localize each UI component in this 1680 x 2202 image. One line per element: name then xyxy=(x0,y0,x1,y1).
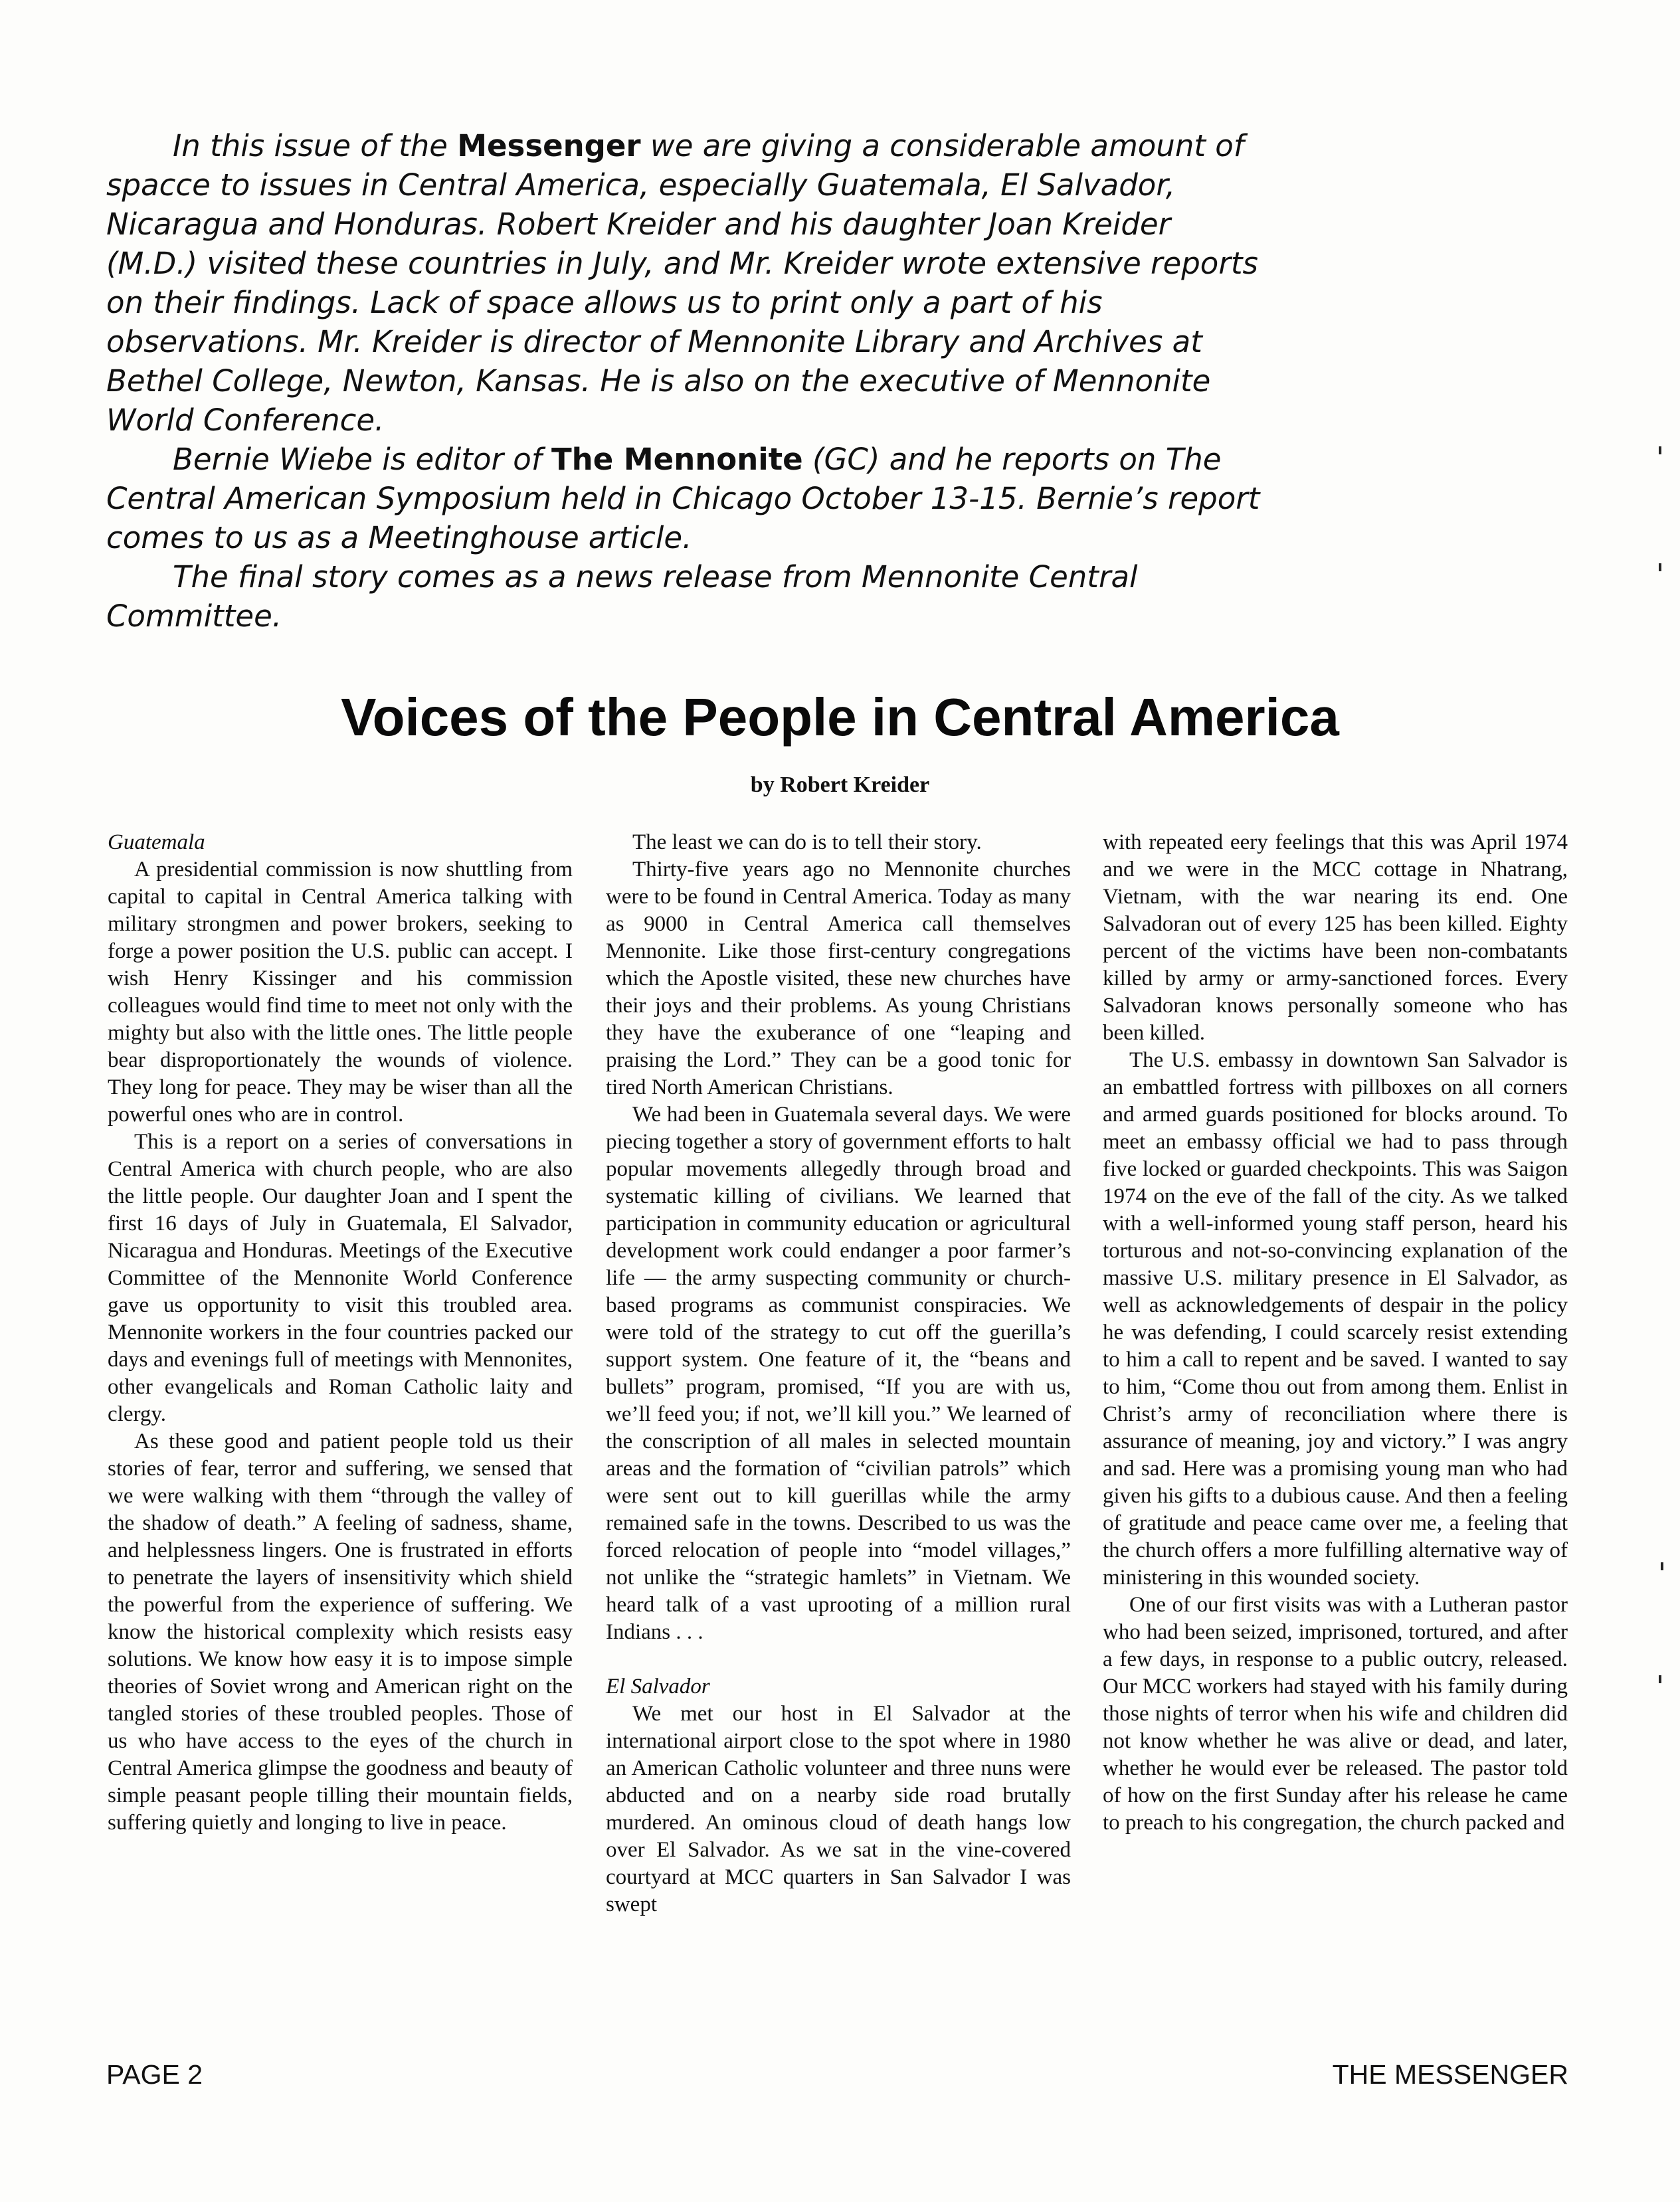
paragraph: As these good and patient people told us their stories of fear, terror and suffering, we sensed that we were walking with them “through the valley of the shadow of death.” A feeling of sadness, shame, and helplessness lingers. One is frustrated in efforts to penetrate the layers of insensitivity which shield the powerful from the experience of suffering. We know the historical complexity which resists easy solutions. We know how easy it is to impose simple theories of Soviet wrong and American right on the tangled stories of these troubled peoples. Those of us who have access to the eyes of the church in Central America glimpse the goodness and beauty of simple peasant people tilling their mountain fields, suffering quietly and longing to live in peace. xyxy=(108,1429,573,1835)
scan-speck xyxy=(1661,1562,1663,1570)
paragraph: One of our first visits was with a Lutheran pastor who had been seized, imprisoned, tortured, and after a few days, in response to a public outcry, released. Our MCC workers had stayed with his family during those nights of terror when his wife and children did not know whether he was alive or dead, and later, whether he would ever be released. The pastor told of how on the first Sunday after his release he came to preach to his congregation, the church packed and xyxy=(1103,1593,1568,1835)
article-column-2 xyxy=(606,829,1071,1918)
paragraph-continued: with repeated eery feelings that this was April 1974 and we were in the MCC cottage in Nhatrang, Vietnam, with the war nearing its end. One Salvadoran out of every 125 has been killed. Eighty percent of the victims have been non-combatants killed by army or army-sanctioned forces. Every Salvadoran knows personally someone who has been killed. xyxy=(1103,830,1568,1045)
article-byline: by Robert Kreider xyxy=(750,773,930,797)
paragraph: We met our host in El Salvador at the international airport close to the spot where in 1980 an American Catholic volunteer and three nuns were abducted and on a nearby side road brutally murdered. An ominous cloud of death hangs low over El Salvador. As we sat in the vine-covered courtyard at MCC quarters in San Salvador I was swept xyxy=(606,1702,1071,1916)
scan-speck xyxy=(1659,1675,1661,1683)
intro-paragraph-3: The final story comes as a news release from Mennonite Central Committee. xyxy=(106,559,1138,634)
paragraph: The U.S. embassy in downtown San Salvador is an embattled fortress with pillboxes on all corners and armed guards positioned for blocks around. To meet an embassy official we had to pass through five locked or guarded checkpoints. This was Saigon 1974 on the eve of the fall of the city. As we talked with a well-informed young staff person, heard his torturous and not-so-convincing explanation of the massive U.S. military presence in El Salvador, as well as acknowledgements of despair in the policy he was defending, I could scarcely resist extending to him a call to repent and be saved. I wanted to say to him, “Come thou out from among them. Enlist in Christ’s army of reconciliation where there is assurance of meaning, joy and victory.” I was angry and sad. Here was a promising young man who had given his gifts to a dubious cause. And then a feeling of gratitude and peace came over me, a feeling that the church offers a more fulfilling alternative way of ministering in this wounded society. xyxy=(1103,1048,1568,1590)
article-column-1 xyxy=(108,829,573,1837)
paragraph: The least we can do is to tell their story. xyxy=(632,830,982,854)
scan-speck xyxy=(1659,446,1661,454)
publication-name: Messenger xyxy=(457,128,641,163)
paragraph: Thirty-five years ago no Mennonite churches were to be found in Central America. Today as many as 9000 in Central America call themselves Mennonite. Like those first-century congregations which the Apostle visited, these new churches have their joys and their problems. As young Christians they have the exuberance of one “leaping and praising the Lord.” They can be a good tonic for tired North American Christians. xyxy=(606,858,1071,1099)
intro-paragraph-2: Bernie Wiebe is editor of The Mennonite (GC) and he reports on The Central American Symposium held in Chicago October 13-15. Bernie’s report comes to us as a Meetinghouse article. xyxy=(106,442,1260,555)
intro-paragraph-1: In this issue of the Messenger we are giving a considerable amount of spacce to issues in Central America, especially Guatemala, El Salvador, Nicaragua and Honduras. Robert Kreider and his daughter Joan Kreider (M.D.) visited these countries in July, and Mr. Kreider wrote extensive reports on their findings. Lack of space allows us to print only a part of his observations. Mr. Kreider is director of Mennonite Library and Archives at Bethel College, Newton, Kansas. He is also on the executive of Mennonite World Conference. xyxy=(106,128,1258,438)
section-heading-el-salvador: El Salvador xyxy=(606,1675,710,1698)
article-column-3 xyxy=(1103,829,1568,1837)
paragraph: We had been in Guatemala several days. We were piecing together a story of government efforts to halt popular movements allegedly through broad and systematic killing of civilians. We learned that participation in community education or agricultural development work could endanger a poor farmer’s life — the army suspecting community or church-based programs as communist conspiracies. We were told of the strategy to cut off the guerilla’s support system. One feature of it, the “beans and bullets” program, promised, “If you are with us, we’ll feed you; if not, we’ll kill you.” We learned of the conscription of all males in selected mountain areas and the formation of “civilian patrols” which were sent out to kill guerillas while the army remained safe in the towns. Described to us was the forced relocation of people into “model villages,” not unlike the “strategic hamlets” in Vietnam. We heard talk of a vast uprooting of a million rural Indians . . . xyxy=(606,1103,1071,1644)
page-number: PAGE 2 xyxy=(106,2059,203,2090)
publication-footer: THE MESSENGER xyxy=(1332,2059,1568,2090)
paragraph: This is a report on a series of conversations in Central America with church people, who are also the little people. Our daughter Joan and I spent the first 16 days of July in Guatemala, El Salvador, Nicaragua and Honduras. Meetings of the Executive Committee of the Mennonite World Conference gave us opportunity to visit this troubled area. Mennonite workers in the four countries packed our days and evenings full of meetings with Mennonites, other evangelicals and Roman Catholic laity and clergy. xyxy=(108,1130,573,1426)
scan-speck xyxy=(1659,563,1661,571)
section-heading-guatemala: Guatemala xyxy=(108,830,205,854)
magazine-name: The Mennonite xyxy=(551,442,803,477)
article-title: Voices of the People in Central America xyxy=(341,688,1339,747)
editor-intro xyxy=(106,126,1262,636)
paragraph: A presidential commission is now shuttling from capital to capital in Central America talking with military strongmen and power brokers, seeking to forge a power position the U.S. public can accept. I wish Henry Kissinger and his commission colleagues would find time to meet not only with the mighty but also with the little ones. The little people bear disproportionately the wounds of violence. They long for peace. They may be wiser than all the powerful ones who are in control. xyxy=(108,858,573,1127)
